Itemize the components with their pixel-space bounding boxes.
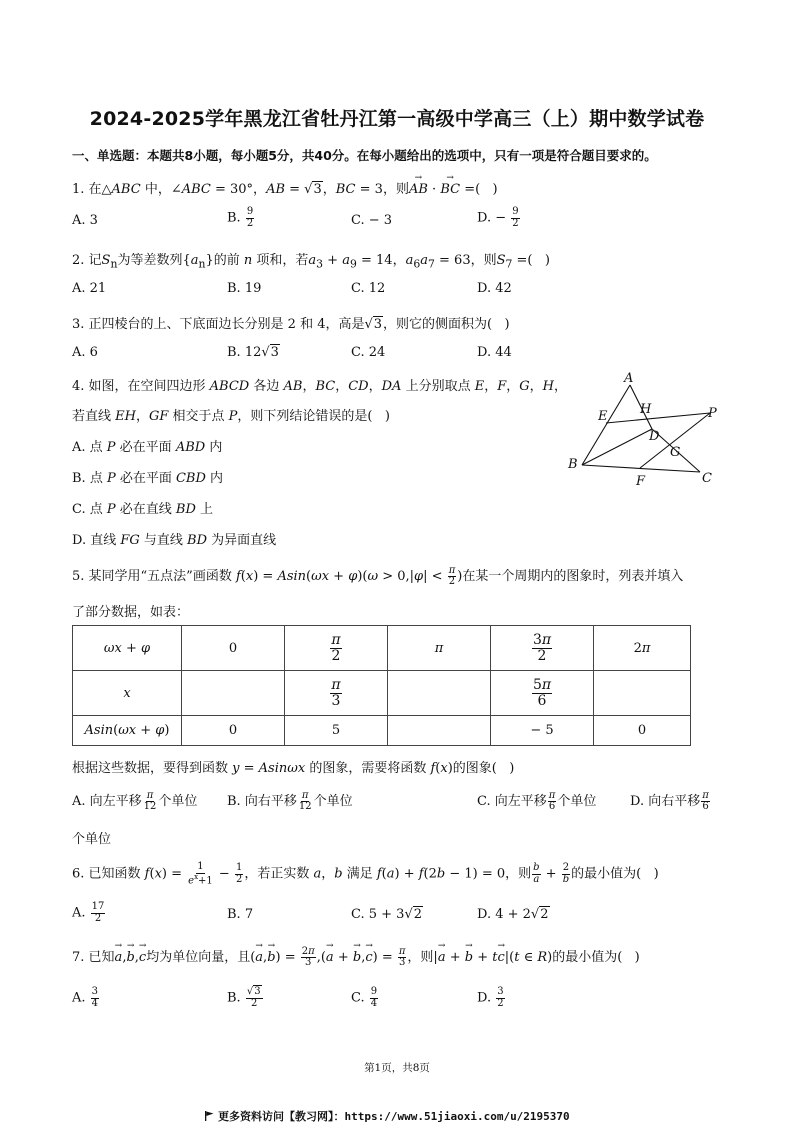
question-1-stem: 1. 在△ABC 中，∠ABC = 30°，AB = √3，BC = 3，则→ AB · → BC =( ) — [72, 178, 498, 197]
table-row-header: Asin(ωx + φ) — [73, 716, 182, 746]
table-cell: $\frac{\pi}{2}$ — [285, 626, 388, 671]
q1-option-c: C. − 3 — [351, 213, 393, 228]
q2-option-c: C. 12 — [351, 281, 386, 296]
q6-option-c: C. 5 + 3√2 — [351, 907, 423, 922]
q7-option-c: C. $\frac{9}{4}$ — [351, 986, 378, 1009]
question-4-stem-line2: 若直线 EH，GF 相交于点 P，则下列结论错误的是( ) — [72, 409, 390, 424]
question-5-stem-line2: 了部分数据，如表： — [72, 605, 190, 620]
question-2-stem: 2. 记$S_n$为等差数列$\{a_n\}$的前 n 项和，若$a_3 + a_9 = 14$，$a_6a_7 = 63$，则$S_7$ =( ) — [72, 253, 550, 271]
q4-option-a: A. 点 P 必在平面 ABD 内 — [72, 440, 223, 455]
flag-icon — [204, 1111, 214, 1121]
label-h: H — [640, 402, 652, 417]
label-e: E — [598, 409, 608, 424]
tetrahedron-figure — [560, 370, 730, 495]
table-row-header: x — [73, 671, 182, 716]
table-row-header: ωx + φ — [73, 626, 182, 671]
five-point-table — [72, 625, 691, 746]
line-ehp — [606, 413, 710, 423]
q5-option-c: C. 向左平移 $\frac{\pi}{6}$ 个单位 — [477, 789, 597, 812]
q1-option-a: A. 3 — [72, 213, 98, 228]
q2-option-d: D. 42 — [477, 281, 512, 296]
label-p: P — [708, 406, 717, 421]
q5-option-d-wrap: 个单位 — [72, 832, 112, 847]
table-cell: 0 — [594, 716, 691, 746]
label-f: F — [636, 474, 646, 489]
table-cell: 2π — [594, 626, 691, 671]
q5-option-d: D. 向右平移 $\frac{\pi}{6}$ — [630, 789, 709, 812]
q3-option-a: A. 6 — [72, 345, 98, 360]
table-cell: π — [388, 626, 491, 671]
table-cell — [182, 671, 285, 716]
q5-option-b: B. 向右平移 $\frac{\pi}{12}$ 个单位 — [227, 789, 353, 812]
question-6-stem: 6. 已知函数 f(x) = $\frac{1}{e^x+1}$ − $\frac{1}{2}$ ，若正实数 a，b 满足 f(a) + f(2b − 1) = 0，则 $\frac{b}{a}$ + $\frac{2}{b}$ 的最小值为( ) — [72, 861, 659, 886]
promo-link[interactable] — [204, 1108, 570, 1124]
promo-link-text[interactable]: 更多资料访问【教习网】：https://www.51jiaoxi.com/u/2195370 — [218, 1110, 570, 1123]
q3-option-b: B. 12√3 — [227, 345, 279, 360]
table-cell: $\frac{\pi}{3}$ — [285, 671, 388, 716]
section-heading: 一、单选题：本题共8小题，每小题5分，共40分。在每小题给出的选项中，只有一项是符合题目要求的。 — [72, 148, 657, 163]
label-a: A — [624, 371, 634, 386]
label-g: G — [670, 445, 681, 460]
question-5-stem-after: 根据这些数据，要得到函数 y = Asinωx 的图象，需要将函数 f(x)的图象( ) — [72, 761, 515, 776]
label-b: B — [568, 457, 578, 472]
label-c: C — [702, 471, 712, 486]
table-cell: $\frac{5\pi}{6}$ — [491, 671, 594, 716]
q2-option-a: A. 21 — [72, 281, 107, 296]
q3-option-c: C. 24 — [351, 345, 386, 360]
q5-option-a: A. 向左平移 $\frac{\pi}{12}$ 个单位 — [72, 789, 198, 812]
q7-option-a: A. $\frac{3}{4}$ — [72, 986, 99, 1009]
q3-option-d: D. 44 — [477, 345, 512, 360]
question-7-stem: 7. 已知→ a,→ b,→ c均为单位向量，且(→ a,→ b) = $\frac{2\pi}{3}$ ,(→ a + → b,→ c) = $\frac{\pi}{3}$ ，则|→ a + → b + t→ c|(t ∈ R)的最小值为( ) — [72, 946, 640, 969]
question-3-stem: 3. 正四棱台的上、下底面边长分别是 2 和 4，高是√3，则它的侧面积为( ) — [72, 317, 510, 332]
q2-option-b: B. 19 — [227, 281, 262, 296]
table-cell: $\frac{3\pi}{2}$ — [491, 626, 594, 671]
q4-option-d: D. 直线 FG 与直线 BD 为异面直线 — [72, 533, 277, 548]
page-number: 第1页，共8页 — [364, 1062, 430, 1074]
table-row — [73, 671, 691, 716]
edge-bc — [582, 465, 700, 472]
table-cell — [388, 716, 491, 746]
q6-option-b: B. 7 — [227, 907, 254, 922]
page-title: 2024-2025学年黑龙江省牡丹江第一高级中学高三（上）期中数学试卷 — [89, 108, 705, 130]
q1-option-d: D. − $\frac{9}{2}$ — [477, 206, 519, 229]
q4-option-c: C. 点 P 必在直线 BD 上 — [72, 502, 214, 517]
q6-option-a: A. $\frac{17}{2}$ — [72, 901, 105, 924]
q4-option-b: B. 点 P 必在平面 CBD 内 — [72, 471, 224, 486]
table-cell — [388, 671, 491, 716]
question-5-stem-line1: 5. 某同学用“五点法”画函数 f(x) = Asin(ωx + φ)(ω > 0,|φ| < $\frac{\pi}{2}$ )在某一个周期内的图象时，列表并填入 — [72, 564, 684, 587]
table-cell: 0 — [182, 716, 285, 746]
table-cell: − 5 — [491, 716, 594, 746]
table-row — [73, 716, 691, 746]
q7-option-b: B. $\frac{√3}{2}$ — [227, 986, 261, 1009]
table-cell — [594, 671, 691, 716]
question-4-stem-line1: 4. 如图，在空间四边形 ABCD 各边 AB，BC，CD，DA 上分别取点 E，F，G，H， — [72, 379, 568, 394]
q7-option-d: D. $\frac{3}{2}$ — [477, 986, 504, 1009]
q6-option-d: D. 4 + 2√2 — [477, 907, 549, 922]
table-row — [73, 626, 691, 671]
label-d: D — [649, 429, 660, 444]
q1-option-b: B. $\frac{9}{2}$ — [227, 206, 254, 229]
table-cell: 0 — [182, 626, 285, 671]
table-cell: 5 — [285, 716, 388, 746]
